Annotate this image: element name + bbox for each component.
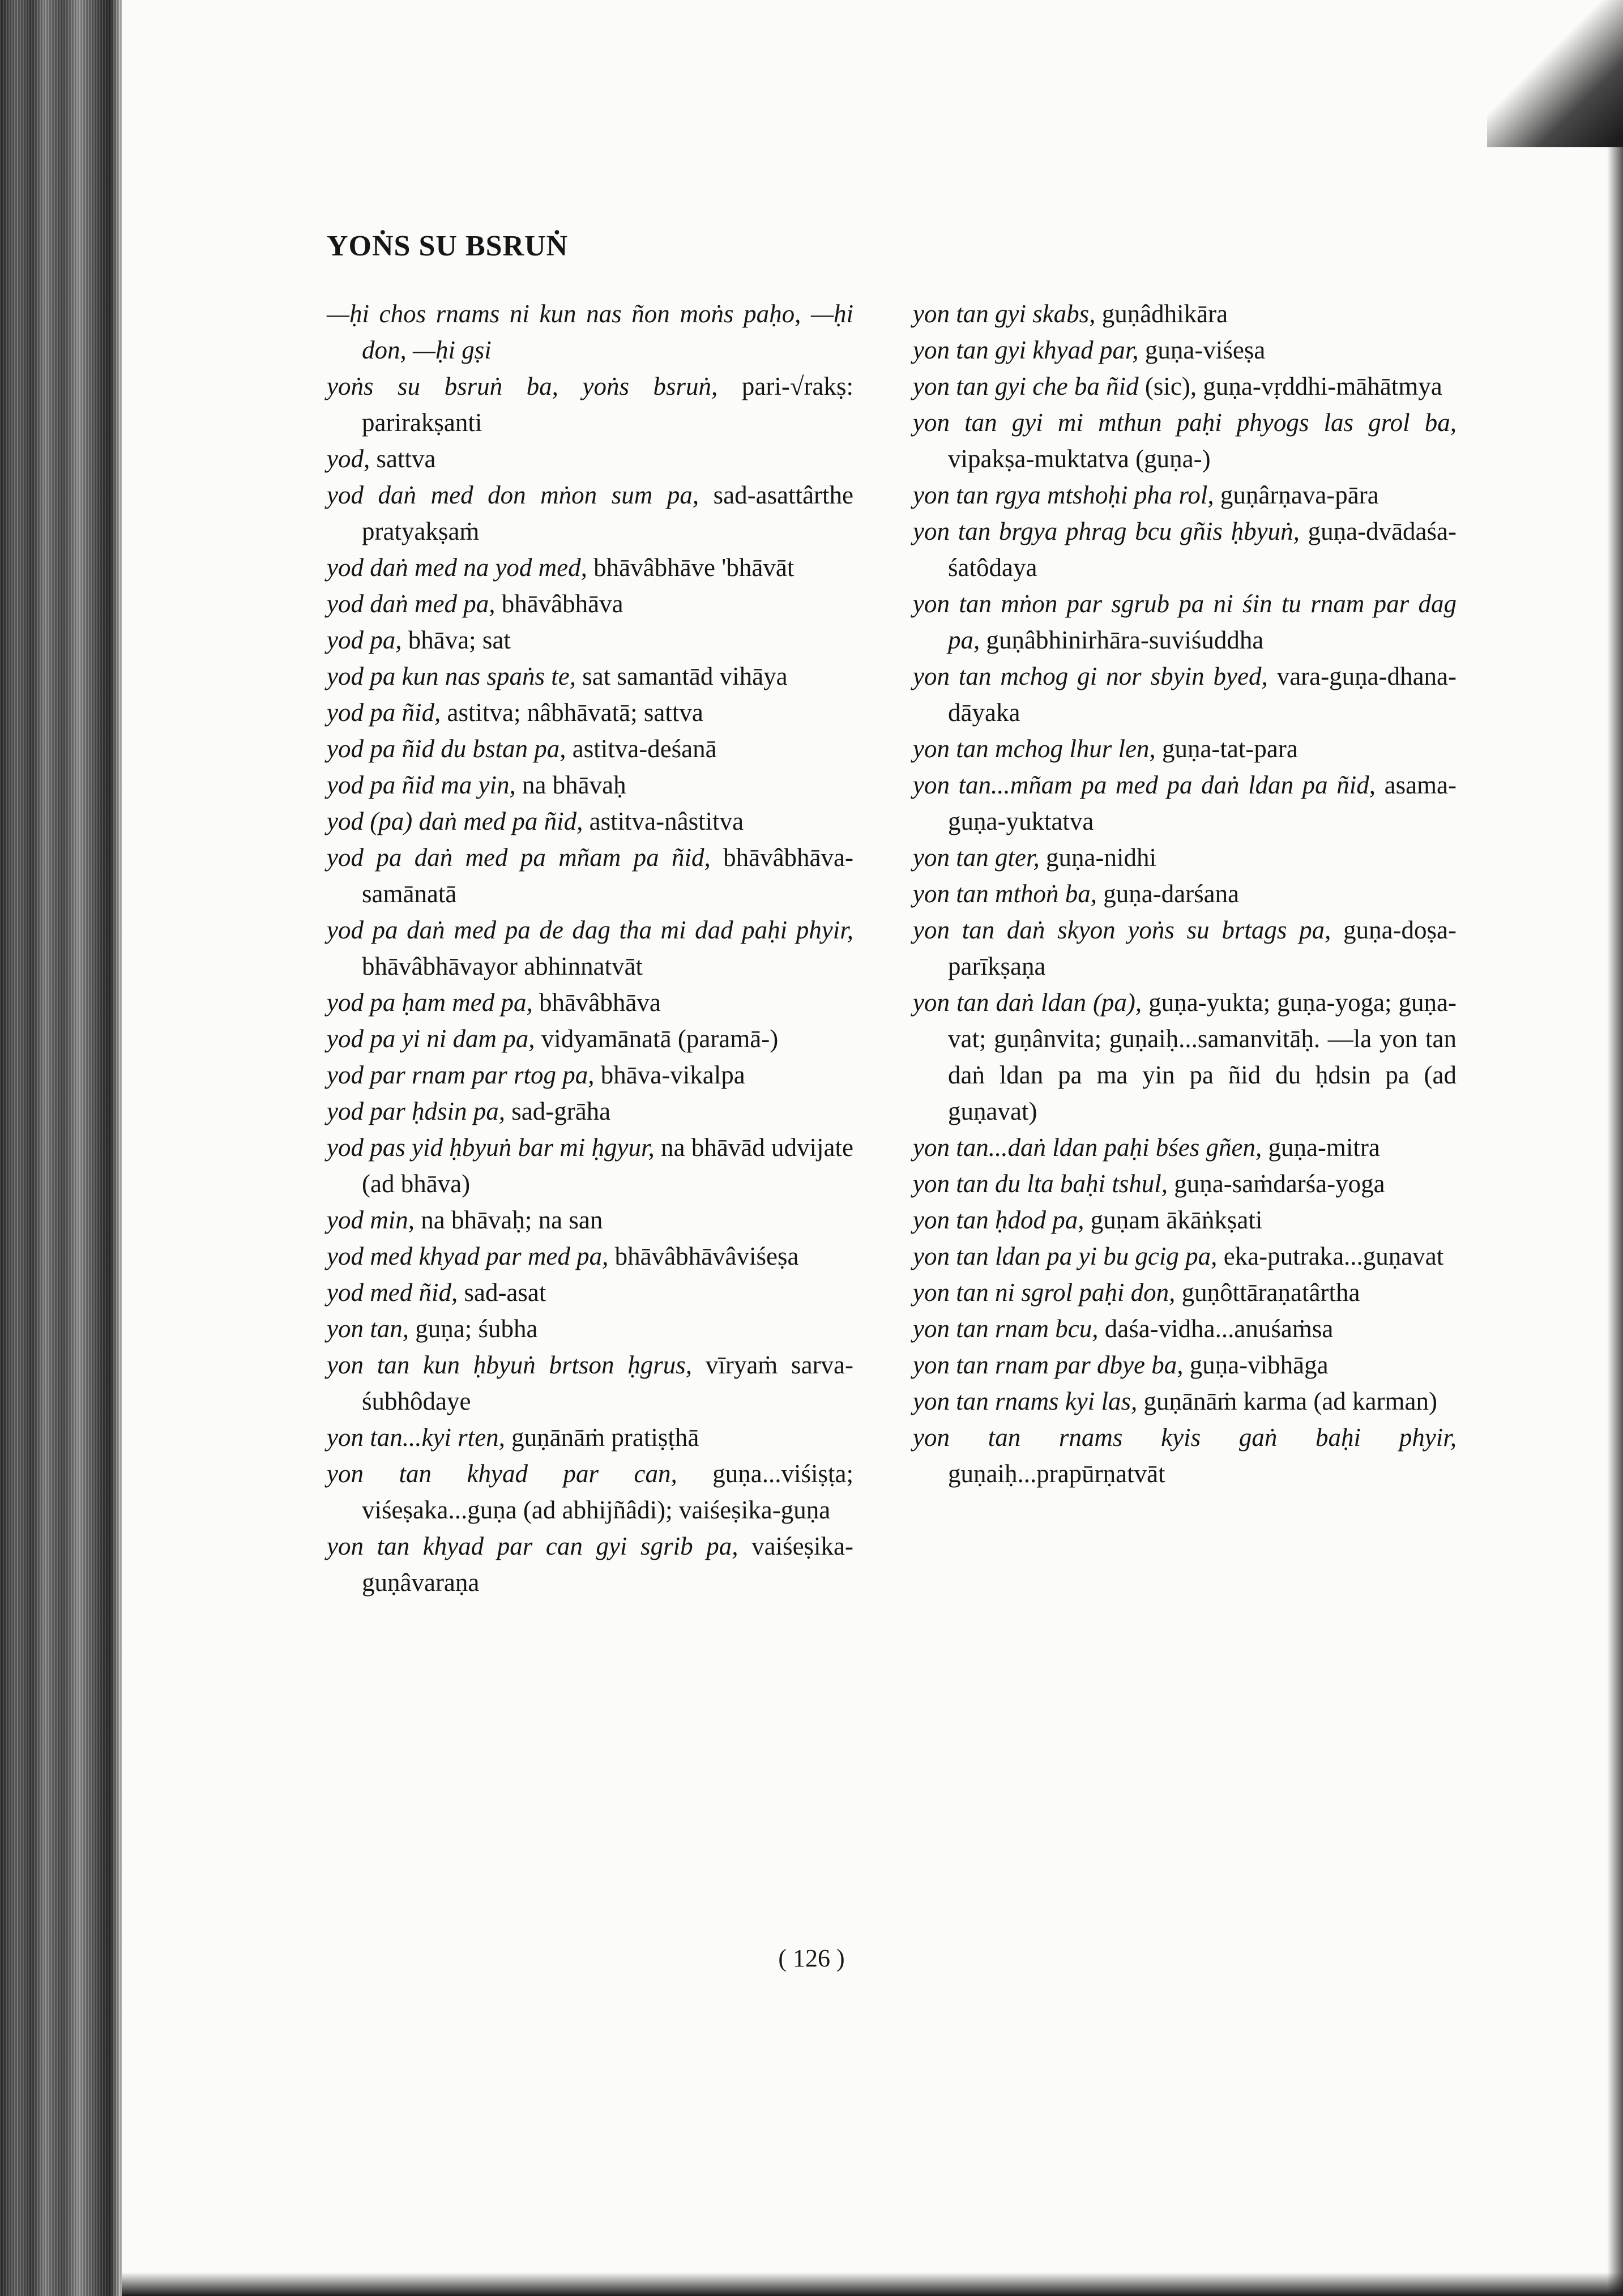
tibetan-headword: yon tan rnams kyis gaṅ baḥi phyir, xyxy=(913,1423,1457,1452)
tibetan-headword: yon tan gyi khyad par, xyxy=(913,336,1139,364)
dictionary-entry xyxy=(327,368,853,441)
dictionary-entry xyxy=(327,1274,853,1311)
sanskrit-equivalent: guṇa-tat-para xyxy=(1161,735,1298,763)
tibetan-headword: yod par ḥdsin pa, xyxy=(327,1097,505,1125)
sanskrit-equivalent: bhāvâbhāva-samānatā xyxy=(362,843,853,908)
tibetan-headword: yod pa kun nas spaṅs te, xyxy=(327,662,576,690)
tibetan-headword: yod, xyxy=(327,445,370,473)
tibetan-headword: yod pa ñid ma yin, xyxy=(327,771,516,799)
dictionary-entry xyxy=(913,876,1457,912)
dictionary-entry xyxy=(327,1419,853,1456)
tibetan-headword: yon tan mchog gi nor sbyin byed, xyxy=(913,662,1268,690)
dictionary-entry xyxy=(913,477,1457,513)
dictionary-entry xyxy=(327,477,853,549)
dictionary-entry xyxy=(913,1347,1457,1383)
sanskrit-equivalent: guṇa-saṁdarśa-yoga xyxy=(1174,1170,1385,1198)
tibetan-headword: yon tan...daṅ ldan paḥi bśes gñen, xyxy=(913,1133,1262,1162)
tibetan-headword: yon tan mṅon par sgrub pa ni śin tu rnam par dag pa, xyxy=(913,590,1457,654)
page-number: ( 126 ) xyxy=(778,1944,845,1972)
dictionary-entry xyxy=(913,1166,1457,1202)
tibetan-headword: yon tan gyi che ba ñid xyxy=(913,372,1139,400)
tibetan-headword: yon tan, xyxy=(327,1315,409,1343)
dictionary-entry xyxy=(327,1057,853,1093)
dictionary-entry xyxy=(913,731,1457,767)
tibetan-headword: yod pas yid ḥbyuṅ bar mi ḥgyur, xyxy=(327,1133,655,1162)
dictionary-entry xyxy=(913,1383,1457,1419)
tibetan-headword: yon tan daṅ ldan (pa), xyxy=(913,988,1142,1017)
dictionary-entry xyxy=(327,839,853,912)
tibetan-headword: yod pa yi ni dam pa, xyxy=(327,1025,535,1053)
dictionary-entry xyxy=(327,1311,853,1347)
tibetan-headword: yod med ñid, xyxy=(327,1278,458,1307)
dictionary-entry xyxy=(913,912,1457,984)
tibetan-headword: yon tan rnam par dbye ba, xyxy=(913,1351,1184,1379)
dictionary-entry xyxy=(327,296,853,368)
tibetan-headword: yon tan ḥdod pa, xyxy=(913,1206,1084,1234)
sanskrit-equivalent: daśa-vidha...anuśaṁsa xyxy=(1104,1315,1334,1343)
dictionary-entry xyxy=(327,1347,853,1419)
dictionary-entry xyxy=(913,767,1457,839)
sanskrit-equivalent: guṇôttāraṇatârtha xyxy=(1181,1278,1360,1307)
sanskrit-equivalent: vara-guṇa-dhana-dāyaka xyxy=(948,662,1457,727)
tibetan-headword: yon tan kun ḥbyuṅ brtson ḥgrus, xyxy=(327,1351,693,1379)
sanskrit-equivalent: guṇa-dvādaśa-śatôdaya xyxy=(948,517,1457,582)
tibetan-headword: yon tan mchog lhur len, xyxy=(913,735,1156,763)
sanskrit-equivalent: guṇam ākāṅkṣati xyxy=(1090,1206,1263,1234)
sanskrit-equivalent: bhāva; sat xyxy=(408,626,511,654)
tibetan-headword: yon tan gyi mi mthun paḥi phyogs las grol ba, xyxy=(913,408,1457,437)
dictionary-entry xyxy=(327,912,853,984)
sanskrit-equivalent: guṇâdhikāra xyxy=(1101,300,1228,328)
tibetan-headword: yod par rnam par rtog pa, xyxy=(327,1061,595,1089)
dictionary-entry xyxy=(913,404,1457,477)
dictionary-entry xyxy=(913,296,1457,332)
sanskrit-equivalent: guṇa; śubha xyxy=(415,1315,538,1343)
dictionary-entry xyxy=(327,441,853,477)
tibetan-headword: yon tan rnam bcu, xyxy=(913,1315,1099,1343)
dictionary-entry xyxy=(327,549,853,586)
sanskrit-equivalent: sattva xyxy=(376,445,436,473)
tibetan-headword: yod pa daṅ med pa mñam pa ñid, xyxy=(327,843,711,872)
sanskrit-equivalent: guṇa-viśeṣa xyxy=(1144,336,1266,364)
tibetan-headword: yod daṅ med pa, xyxy=(327,590,496,618)
dictionary-entry xyxy=(327,1129,853,1202)
sanskrit-equivalent: sad-asat xyxy=(464,1278,546,1307)
sanskrit-equivalent: vipakṣa-muktatva (guṇa-) xyxy=(948,445,1211,473)
tibetan-headword: yoṅs su bsruṅ ba, yoṅs bsruṅ, xyxy=(327,372,718,400)
tibetan-headword: yon tan brgya phrag bcu gñis ḥbyuṅ, xyxy=(913,517,1300,545)
tibetan-headword: yon tan daṅ skyon yoṅs su brtags pa, xyxy=(913,916,1331,944)
sanskrit-equivalent: guṇaiḥ...prapūrṇatvāt xyxy=(948,1459,1165,1488)
sanskrit-equivalent: guṇa-mitra xyxy=(1268,1133,1380,1162)
tibetan-headword: —ḥi chos rnams ni kun nas ñon moṅs paḥo, —ḥi don, —ḥi gṣi xyxy=(327,300,853,364)
sanskrit-equivalent: bhāvâbhāvayor abhinnatvāt xyxy=(362,952,643,980)
tibetan-headword: yon tan rnams kyi las, xyxy=(913,1387,1138,1415)
sanskrit-equivalent: na bhāvaḥ xyxy=(522,771,626,799)
tibetan-headword: yon tan khyad par can, xyxy=(327,1459,677,1488)
dictionary-entry xyxy=(913,984,1457,1129)
tibetan-headword: yod pa ḥam med pa, xyxy=(327,988,533,1017)
sanskrit-equivalent: na bhāvād udvijate (ad bhāva) xyxy=(362,1133,854,1198)
sanskrit-equivalent: guṇârṇava-pāra xyxy=(1220,481,1379,509)
sanskrit-equivalent: guṇa-nidhi xyxy=(1045,843,1156,872)
tibetan-headword: yod pa, xyxy=(327,626,402,654)
sanskrit-equivalent: vaiśeṣika-guṇâvaraṇa xyxy=(362,1532,854,1597)
sanskrit-equivalent: guṇa-vibhāga xyxy=(1189,1351,1329,1379)
dictionary-entry xyxy=(327,731,853,767)
sanskrit-equivalent: vīryaṁ sarva-śubhôdaye xyxy=(362,1351,853,1415)
tibetan-headword: yod daṅ med na yod med, xyxy=(327,553,587,582)
dictionary-entry xyxy=(327,803,853,839)
dictionary-entry xyxy=(913,1311,1457,1347)
sanskrit-equivalent: guṇa-yukta; guṇa-yoga; guṇa-vat; guṇânvita; guṇaiḥ...samanvitāḥ. —la yon tan daṅ ldan pa ma yin pa ñid du ḥdsin pa (ad guṇavat) xyxy=(948,988,1457,1125)
running-head: YOṄS SU BSRUṄ xyxy=(327,230,569,262)
dictionary-entry xyxy=(327,1528,853,1601)
tibetan-headword: yon tan ni sgrol paḥi don, xyxy=(913,1278,1176,1307)
dictionary-entry xyxy=(327,1021,853,1057)
sanskrit-equivalent: bhāvâbhāva xyxy=(501,590,623,618)
sanskrit-equivalent: guṇa-darśana xyxy=(1103,880,1240,908)
right-column xyxy=(913,296,1457,1492)
sanskrit-equivalent: pari-√rakṣ: parirakṣanti xyxy=(362,372,853,437)
dictionary-entry xyxy=(327,1202,853,1238)
dictionary-entry xyxy=(327,694,853,731)
dictionary-entry xyxy=(327,1456,853,1528)
sanskrit-equivalent: vidyamānatā (paramā-) xyxy=(541,1025,779,1053)
sanskrit-equivalent: astitva-deśanā xyxy=(572,735,717,763)
tibetan-headword: yod min, xyxy=(327,1206,415,1234)
sanskrit-equivalent: bhāva-vikalpa xyxy=(600,1061,745,1089)
tibetan-headword: yon tan gter, xyxy=(913,843,1040,872)
sanskrit-equivalent: bhāvâbhāva xyxy=(539,988,661,1017)
sanskrit-equivalent: (sic), guṇa-vṛddhi-māhātmya xyxy=(1144,372,1442,400)
sanskrit-equivalent: bhāvâbhāvâviśeṣa xyxy=(614,1242,799,1270)
dictionary-entry xyxy=(327,658,853,694)
sanskrit-equivalent: sat samantād vihāya xyxy=(582,662,788,690)
tibetan-headword: yon tan mthoṅ ba, xyxy=(913,880,1097,908)
dictionary-entry xyxy=(327,622,853,658)
sanskrit-equivalent: sad-asattârthe pratyakṣaṁ xyxy=(362,481,854,545)
dictionary-entry xyxy=(913,839,1457,876)
tibetan-headword: yod daṅ med don mṅon sum pa, xyxy=(327,481,699,509)
dictionary-entry xyxy=(327,1093,853,1129)
dictionary-entry xyxy=(913,586,1457,658)
dictionary-entry xyxy=(327,586,853,622)
tibetan-headword: yod pa daṅ med pa de dag tha mi dad paḥi phyir, xyxy=(327,916,853,944)
sanskrit-equivalent: eka-putraka...guṇavat xyxy=(1223,1242,1444,1270)
dictionary-entry xyxy=(913,332,1457,368)
sanskrit-equivalent: guṇâbhinirhāra-suviśuddha xyxy=(986,626,1264,654)
sanskrit-equivalent: guṇa-doṣa-parīkṣaṇa xyxy=(948,916,1457,980)
dictionary-entry xyxy=(913,1202,1457,1238)
tibetan-headword: yon tan rgya mtshoḥi pha rol, xyxy=(913,481,1214,509)
tibetan-headword: yon tan...mñam pa med pa daṅ ldan pa ñid, xyxy=(913,771,1376,799)
dictionary-entry xyxy=(913,1419,1457,1492)
sanskrit-equivalent: guṇānāṁ karma (ad karman) xyxy=(1143,1387,1437,1415)
tibetan-headword: yon tan gyi skabs, xyxy=(913,300,1096,328)
dictionary-entry xyxy=(327,1238,853,1274)
sanskrit-equivalent: bhāvâbhāve 'bhāvāt xyxy=(593,553,795,582)
dictionary-entry xyxy=(913,658,1457,731)
tibetan-headword: yod pa ñid du bstan pa, xyxy=(327,735,566,763)
dictionary-entry xyxy=(327,984,853,1021)
tibetan-headword: yon tan du lta baḥi tshul, xyxy=(913,1170,1168,1198)
tibetan-headword: yod med khyad par med pa, xyxy=(327,1242,609,1270)
sanskrit-equivalent: sad-grāha xyxy=(511,1097,611,1125)
sanskrit-equivalent: astitva-nâstitva xyxy=(589,807,744,835)
tibetan-headword: yon tan...kyi rten, xyxy=(327,1423,505,1452)
dictionary-entry xyxy=(913,1129,1457,1166)
tibetan-headword: yod pa ñid, xyxy=(327,698,441,727)
sanskrit-equivalent: guṇānāṁ pratiṣṭhā xyxy=(511,1423,699,1452)
dictionary-entry xyxy=(913,1238,1457,1274)
sanskrit-equivalent: asama-guṇa-yuktatva xyxy=(948,771,1457,835)
dictionary-entry xyxy=(327,767,853,803)
sanskrit-equivalent: na bhāvaḥ; na san xyxy=(421,1206,603,1234)
page-corner-shadow xyxy=(1487,0,1623,147)
tibetan-headword: yod (pa) daṅ med pa ñid, xyxy=(327,807,583,835)
dictionary-entry xyxy=(913,368,1457,404)
sanskrit-equivalent: astitva; nâbhāvatā; sattva xyxy=(447,698,703,727)
left-column xyxy=(327,296,853,1601)
dictionary-entry xyxy=(913,1274,1457,1311)
sanskrit-equivalent: guṇa...viśiṣṭa; viśeṣaka...guṇa (ad abhijñâdi); vaiśeṣika-guṇa xyxy=(362,1459,853,1524)
tibetan-headword: yon tan ldan pa yi bu gcig pa, xyxy=(913,1242,1218,1270)
dictionary-entry xyxy=(913,513,1457,586)
tibetan-headword: yon tan khyad par can gyi sgrib pa, xyxy=(327,1532,738,1560)
page-bottom-edge xyxy=(122,2272,1623,2296)
